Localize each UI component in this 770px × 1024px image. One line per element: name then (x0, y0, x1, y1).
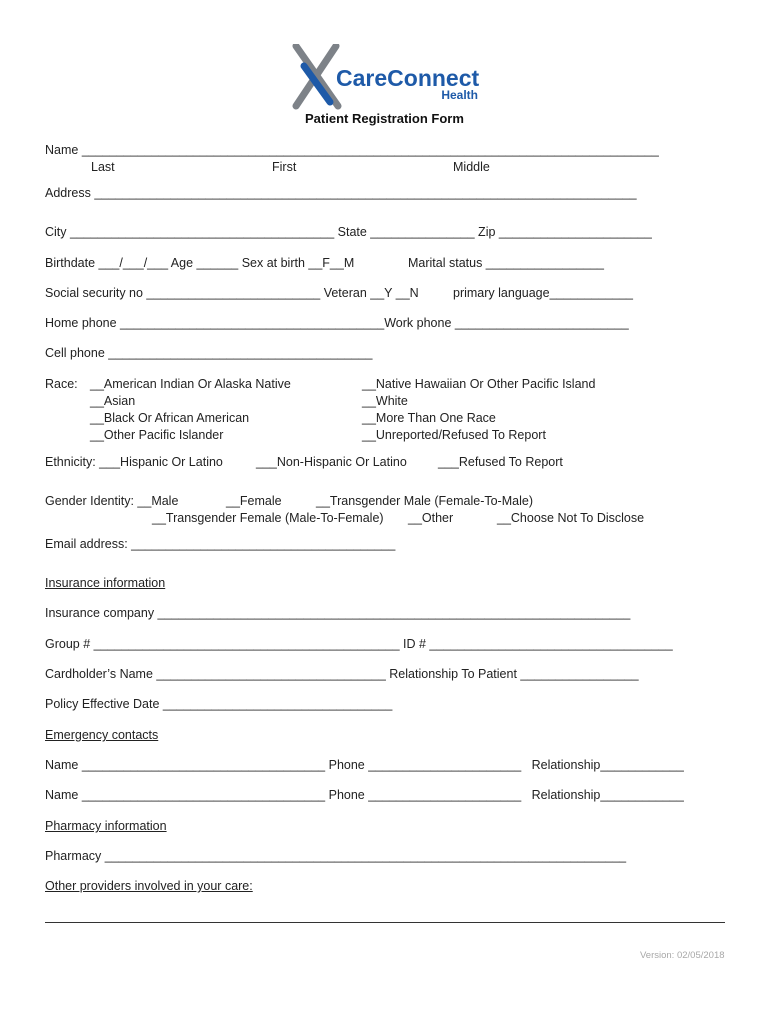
cardholder-field[interactable]: Cardholder’s Name _________________________________ Relationship To Patient _________________ (45, 667, 639, 681)
gender-option-transgender-male[interactable]: __Transgender Male (Female-To-Male) (316, 494, 533, 508)
race-option[interactable]: __Unreported/Refused To Report (362, 428, 546, 442)
gender-option-transgender-female[interactable]: __Transgender Female (Male-To-Female) (152, 511, 384, 525)
race-option[interactable]: __American Indian Or Alaska Native (90, 377, 291, 391)
race-option[interactable]: __Asian (90, 394, 136, 408)
name-sublabel-middle: Middle (453, 160, 490, 174)
logo-text-connect: Connect (387, 65, 480, 91)
emergency-contact-row-2[interactable]: Name ___________________________________ Phone ______________________ Relationship____________ (45, 788, 684, 802)
home-work-phone-field[interactable]: Home phone ______________________________________Work phone _________________________ (45, 316, 629, 330)
insurance-heading: Insurance information (45, 576, 166, 590)
email-field[interactable]: Email address: ______________________________________ (45, 537, 396, 551)
ethnicity-option-non-hispanic[interactable]: ___Non-Hispanic Or Latino (256, 455, 407, 469)
emergency-contact-row-1[interactable]: Name ___________________________________ Phone ______________________ Relationship____________ (45, 758, 684, 772)
careconnect-logo (290, 44, 490, 110)
city-state-zip-field[interactable]: City ______________________________________ State _______________ Zip ______________________ (45, 225, 652, 239)
ssn-veteran-field[interactable]: Social security no _________________________ Veteran __Y __N (45, 286, 419, 300)
careconnect-logo-mark (290, 44, 490, 110)
ethnicity-option-refused[interactable]: ___Refused To Report (438, 455, 563, 469)
gender-option-not-disclose[interactable]: __Choose Not To Disclose (497, 511, 645, 525)
insurance-company-field[interactable]: Insurance company ____________________________________________________________________ (45, 606, 631, 620)
name-field[interactable]: Name ___________________________________________________________________________________ (45, 143, 659, 157)
logo-text-care: Care (336, 65, 388, 91)
ethnicity-option-hispanic[interactable]: Ethnicity: ___Hispanic Or Latino (45, 455, 223, 469)
name-sublabel-first: First (272, 160, 297, 174)
form-title: Patient Registration Form (305, 111, 464, 126)
pharmacy-heading: Pharmacy information (45, 819, 167, 833)
emergency-contacts-heading: Emergency contacts (45, 728, 159, 742)
birthdate-age-sex-field[interactable]: Birthdate ___/___/___ Age ______ Sex at birth __F__M (45, 256, 355, 270)
race-option[interactable]: __More Than One Race (362, 411, 496, 425)
race-label: Race: (45, 377, 78, 391)
policy-effective-date-field[interactable]: Policy Effective Date _________________________________ (45, 697, 393, 711)
gender-option-female[interactable]: __Female (226, 494, 282, 508)
gender-option-male[interactable]: Gender Identity: __Male (45, 494, 179, 508)
marital-status-field[interactable]: Marital status _________________ (408, 256, 604, 270)
other-providers-line[interactable] (45, 922, 725, 923)
other-providers-heading: Other providers involved in your care: (45, 879, 253, 893)
group-id-field[interactable]: Group # ____________________________________________ ID # ___________________________________ (45, 637, 673, 651)
primary-language-field[interactable]: primary language____________ (453, 286, 634, 300)
race-option[interactable]: __White (362, 394, 408, 408)
address-field[interactable]: Address ______________________________________________________________________________ (45, 186, 637, 200)
logo-text-health: Health (441, 88, 478, 102)
race-option[interactable]: __Native Hawaiian Or Other Pacific Island (362, 377, 596, 391)
cell-phone-field[interactable]: Cell phone ______________________________________ (45, 346, 373, 360)
name-sublabel-last: Last (91, 160, 115, 174)
pharmacy-field[interactable]: Pharmacy ___________________________________________________________________________ (45, 849, 627, 863)
version-label: Version: 02/05/2018 (640, 950, 725, 961)
gender-option-other[interactable]: __Other (408, 511, 454, 525)
race-option[interactable]: __Black Or African American (90, 411, 250, 425)
race-option[interactable]: __Other Pacific Islander (90, 428, 224, 442)
